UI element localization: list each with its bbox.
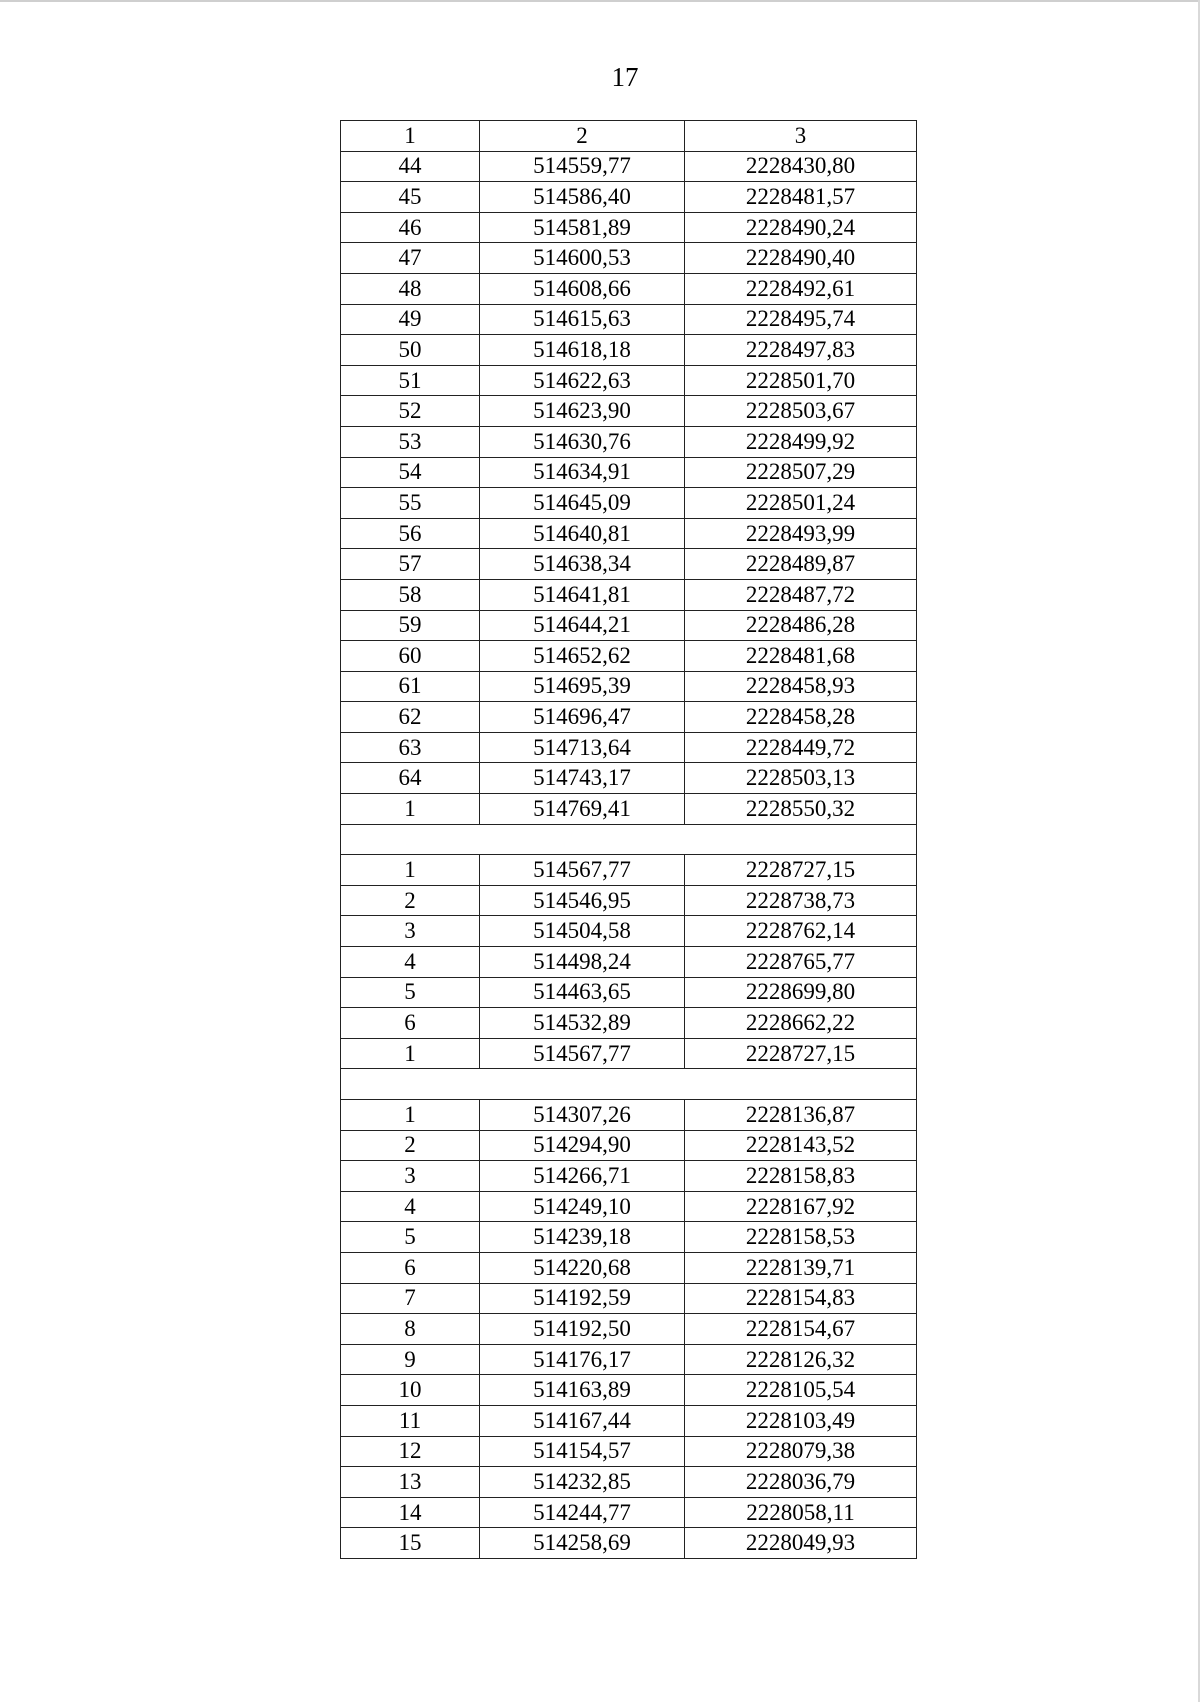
point-number-cell: 47 bbox=[341, 243, 480, 274]
table-row bbox=[341, 1497, 917, 1528]
table-row bbox=[341, 977, 917, 1008]
y-coordinate-cell: 2228501,70 bbox=[685, 365, 917, 396]
point-number-cell: 2 bbox=[341, 1130, 480, 1161]
table-row bbox=[341, 304, 917, 335]
point-number-cell: 49 bbox=[341, 304, 480, 335]
y-coordinate-cell: 2228699,80 bbox=[685, 977, 917, 1008]
point-number-cell: 53 bbox=[341, 426, 480, 457]
point-number-cell: 54 bbox=[341, 457, 480, 488]
page-number: 17 bbox=[611, 62, 639, 92]
x-coordinate-cell: 514567,77 bbox=[480, 855, 685, 886]
point-number-cell: 3 bbox=[341, 1161, 480, 1192]
table-row bbox=[341, 641, 917, 672]
x-coordinate-cell: 514163,89 bbox=[480, 1375, 685, 1406]
point-number-cell: 8 bbox=[341, 1314, 480, 1345]
table-row bbox=[341, 1038, 917, 1069]
point-number-cell: 60 bbox=[341, 641, 480, 672]
point-number-cell: 51 bbox=[341, 365, 480, 396]
point-number-cell: 3 bbox=[341, 916, 480, 947]
x-coordinate-cell: 514615,63 bbox=[480, 304, 685, 335]
coordinates-table bbox=[340, 120, 917, 1559]
table-row bbox=[341, 396, 917, 427]
point-number-cell: 63 bbox=[341, 732, 480, 763]
table-row bbox=[341, 518, 917, 549]
point-number-cell: 64 bbox=[341, 763, 480, 794]
table-row bbox=[341, 243, 917, 274]
table-row bbox=[341, 1344, 917, 1375]
x-coordinate-cell: 514258,69 bbox=[480, 1528, 685, 1559]
y-coordinate-cell: 2228503,13 bbox=[685, 763, 917, 794]
table-row bbox=[341, 1314, 917, 1345]
y-coordinate-cell: 2228501,24 bbox=[685, 488, 917, 519]
table-row bbox=[341, 1100, 917, 1131]
table-row bbox=[341, 182, 917, 213]
y-coordinate-cell: 2228486,28 bbox=[685, 610, 917, 641]
y-coordinate-cell: 2228487,72 bbox=[685, 579, 917, 610]
y-coordinate-cell: 2228497,83 bbox=[685, 335, 917, 366]
x-coordinate-cell: 514644,21 bbox=[480, 610, 685, 641]
point-number-cell: 62 bbox=[341, 702, 480, 733]
y-coordinate-cell: 2228492,61 bbox=[685, 273, 917, 304]
y-coordinate-cell: 2228430,80 bbox=[685, 151, 917, 182]
x-coordinate-cell: 514249,10 bbox=[480, 1191, 685, 1222]
y-coordinate-cell: 2228154,83 bbox=[685, 1283, 917, 1314]
table-row bbox=[341, 365, 917, 396]
table-row bbox=[341, 1405, 917, 1436]
y-coordinate-cell: 2228449,72 bbox=[685, 732, 917, 763]
header-cell: 2 bbox=[480, 121, 685, 152]
table-row bbox=[341, 794, 917, 825]
point-number-cell: 50 bbox=[341, 335, 480, 366]
y-coordinate-cell: 2228499,92 bbox=[685, 426, 917, 457]
scan-top-edge bbox=[0, 0, 1200, 2]
group-separator-cell bbox=[341, 1069, 917, 1100]
table-row bbox=[341, 1528, 917, 1559]
y-coordinate-cell: 2228662,22 bbox=[685, 1008, 917, 1039]
x-coordinate-cell: 514652,62 bbox=[480, 641, 685, 672]
point-number-cell: 2 bbox=[341, 885, 480, 916]
y-coordinate-cell: 2228490,40 bbox=[685, 243, 917, 274]
x-coordinate-cell: 514498,24 bbox=[480, 947, 685, 978]
table-row bbox=[341, 1161, 917, 1192]
point-number-cell: 6 bbox=[341, 1008, 480, 1039]
header-row bbox=[341, 121, 917, 152]
table-row bbox=[341, 1436, 917, 1467]
group-separator-row bbox=[341, 824, 917, 855]
point-number-cell: 58 bbox=[341, 579, 480, 610]
point-number-cell: 44 bbox=[341, 151, 480, 182]
table-row bbox=[341, 763, 917, 794]
x-coordinate-cell: 514640,81 bbox=[480, 518, 685, 549]
table-row bbox=[341, 1008, 917, 1039]
x-coordinate-cell: 514641,81 bbox=[480, 579, 685, 610]
point-number-cell: 57 bbox=[341, 549, 480, 580]
point-number-cell: 52 bbox=[341, 396, 480, 427]
x-coordinate-cell: 514618,18 bbox=[480, 335, 685, 366]
x-coordinate-cell: 514769,41 bbox=[480, 794, 685, 825]
x-coordinate-cell: 514630,76 bbox=[480, 426, 685, 457]
y-coordinate-cell: 2228158,53 bbox=[685, 1222, 917, 1253]
x-coordinate-cell: 514634,91 bbox=[480, 457, 685, 488]
table-row bbox=[341, 273, 917, 304]
point-number-cell: 46 bbox=[341, 212, 480, 243]
table-row bbox=[341, 947, 917, 978]
x-coordinate-cell: 514167,44 bbox=[480, 1405, 685, 1436]
table-row bbox=[341, 212, 917, 243]
header-cell: 3 bbox=[685, 121, 917, 152]
x-coordinate-cell: 514192,50 bbox=[480, 1314, 685, 1345]
x-coordinate-cell: 514581,89 bbox=[480, 212, 685, 243]
y-coordinate-cell: 2228126,32 bbox=[685, 1344, 917, 1375]
y-coordinate-cell: 2228049,93 bbox=[685, 1528, 917, 1559]
table-row bbox=[341, 1375, 917, 1406]
y-coordinate-cell: 2228458,28 bbox=[685, 702, 917, 733]
point-number-cell: 6 bbox=[341, 1252, 480, 1283]
table-row bbox=[341, 1283, 917, 1314]
x-coordinate-cell: 514638,34 bbox=[480, 549, 685, 580]
y-coordinate-cell: 2228167,92 bbox=[685, 1191, 917, 1222]
header-cell: 1 bbox=[341, 121, 480, 152]
point-number-cell: 1 bbox=[341, 794, 480, 825]
y-coordinate-cell: 2228738,73 bbox=[685, 885, 917, 916]
table-row bbox=[341, 151, 917, 182]
y-coordinate-cell: 2228103,49 bbox=[685, 1405, 917, 1436]
point-number-cell: 56 bbox=[341, 518, 480, 549]
x-coordinate-cell: 514696,47 bbox=[480, 702, 685, 733]
x-coordinate-cell: 514294,90 bbox=[480, 1130, 685, 1161]
y-coordinate-cell: 2228158,83 bbox=[685, 1161, 917, 1192]
y-coordinate-cell: 2228481,57 bbox=[685, 182, 917, 213]
group-separator-row bbox=[341, 1069, 917, 1100]
x-coordinate-cell: 514567,77 bbox=[480, 1038, 685, 1069]
x-coordinate-cell: 514600,53 bbox=[480, 243, 685, 274]
table-row bbox=[341, 1222, 917, 1253]
y-coordinate-cell: 2228058,11 bbox=[685, 1497, 917, 1528]
x-coordinate-cell: 514220,68 bbox=[480, 1252, 685, 1283]
y-coordinate-cell: 2228550,32 bbox=[685, 794, 917, 825]
point-number-cell: 1 bbox=[341, 855, 480, 886]
point-number-cell: 61 bbox=[341, 671, 480, 702]
group-separator-cell bbox=[341, 824, 917, 855]
x-coordinate-cell: 514232,85 bbox=[480, 1467, 685, 1498]
x-coordinate-cell: 514154,57 bbox=[480, 1436, 685, 1467]
y-coordinate-cell: 2228507,29 bbox=[685, 457, 917, 488]
point-number-cell: 13 bbox=[341, 1467, 480, 1498]
y-coordinate-cell: 2228493,99 bbox=[685, 518, 917, 549]
x-coordinate-cell: 514713,64 bbox=[480, 732, 685, 763]
y-coordinate-cell: 2228490,24 bbox=[685, 212, 917, 243]
table-row bbox=[341, 579, 917, 610]
x-coordinate-cell: 514176,17 bbox=[480, 1344, 685, 1375]
x-coordinate-cell: 514645,09 bbox=[480, 488, 685, 519]
point-number-cell: 45 bbox=[341, 182, 480, 213]
y-coordinate-cell: 2228495,74 bbox=[685, 304, 917, 335]
point-number-cell: 12 bbox=[341, 1436, 480, 1467]
table-row bbox=[341, 335, 917, 366]
y-coordinate-cell: 2228503,67 bbox=[685, 396, 917, 427]
point-number-cell: 55 bbox=[341, 488, 480, 519]
x-coordinate-cell: 514532,89 bbox=[480, 1008, 685, 1039]
table-row bbox=[341, 426, 917, 457]
table-row bbox=[341, 1130, 917, 1161]
y-coordinate-cell: 2228489,87 bbox=[685, 549, 917, 580]
point-number-cell: 14 bbox=[341, 1497, 480, 1528]
y-coordinate-cell: 2228727,15 bbox=[685, 855, 917, 886]
table-row bbox=[341, 702, 917, 733]
y-coordinate-cell: 2228458,93 bbox=[685, 671, 917, 702]
y-coordinate-cell: 2228143,52 bbox=[685, 1130, 917, 1161]
point-number-cell: 1 bbox=[341, 1038, 480, 1069]
table-row bbox=[341, 488, 917, 519]
x-coordinate-cell: 514244,77 bbox=[480, 1497, 685, 1528]
point-number-cell: 4 bbox=[341, 947, 480, 978]
point-number-cell: 9 bbox=[341, 1344, 480, 1375]
point-number-cell: 48 bbox=[341, 273, 480, 304]
x-coordinate-cell: 514608,66 bbox=[480, 273, 685, 304]
x-coordinate-cell: 514559,77 bbox=[480, 151, 685, 182]
x-coordinate-cell: 514743,17 bbox=[480, 763, 685, 794]
table-row bbox=[341, 671, 917, 702]
point-number-cell: 15 bbox=[341, 1528, 480, 1559]
table-row bbox=[341, 1467, 917, 1498]
table-row bbox=[341, 885, 917, 916]
table-row bbox=[341, 855, 917, 886]
x-coordinate-cell: 514192,59 bbox=[480, 1283, 685, 1314]
point-number-cell: 4 bbox=[341, 1191, 480, 1222]
x-coordinate-cell: 514695,39 bbox=[480, 671, 685, 702]
x-coordinate-cell: 514586,40 bbox=[480, 182, 685, 213]
table-row bbox=[341, 610, 917, 641]
x-coordinate-cell: 514266,71 bbox=[480, 1161, 685, 1192]
y-coordinate-cell: 2228105,54 bbox=[685, 1375, 917, 1406]
x-coordinate-cell: 514622,63 bbox=[480, 365, 685, 396]
y-coordinate-cell: 2228765,77 bbox=[685, 947, 917, 978]
table-row bbox=[341, 916, 917, 947]
x-coordinate-cell: 514307,26 bbox=[480, 1100, 685, 1131]
y-coordinate-cell: 2228139,71 bbox=[685, 1252, 917, 1283]
point-number-cell: 5 bbox=[341, 977, 480, 1008]
table-row bbox=[341, 457, 917, 488]
point-number-cell: 1 bbox=[341, 1100, 480, 1131]
x-coordinate-cell: 514463,65 bbox=[480, 977, 685, 1008]
x-coordinate-cell: 514546,95 bbox=[480, 885, 685, 916]
y-coordinate-cell: 2228136,87 bbox=[685, 1100, 917, 1131]
y-coordinate-cell: 2228481,68 bbox=[685, 641, 917, 672]
table-row bbox=[341, 732, 917, 763]
y-coordinate-cell: 2228079,38 bbox=[685, 1436, 917, 1467]
y-coordinate-cell: 2228727,15 bbox=[685, 1038, 917, 1069]
y-coordinate-cell: 2228154,67 bbox=[685, 1314, 917, 1345]
point-number-cell: 11 bbox=[341, 1405, 480, 1436]
point-number-cell: 5 bbox=[341, 1222, 480, 1253]
y-coordinate-cell: 2228036,79 bbox=[685, 1467, 917, 1498]
coordinates-table-body bbox=[341, 121, 917, 1559]
table-row bbox=[341, 549, 917, 580]
y-coordinate-cell: 2228762,14 bbox=[685, 916, 917, 947]
x-coordinate-cell: 514623,90 bbox=[480, 396, 685, 427]
x-coordinate-cell: 514504,58 bbox=[480, 916, 685, 947]
x-coordinate-cell: 514239,18 bbox=[480, 1222, 685, 1253]
point-number-cell: 59 bbox=[341, 610, 480, 641]
point-number-cell: 7 bbox=[341, 1283, 480, 1314]
point-number-cell: 10 bbox=[341, 1375, 480, 1406]
table-row bbox=[341, 1191, 917, 1222]
table-row bbox=[341, 1252, 917, 1283]
